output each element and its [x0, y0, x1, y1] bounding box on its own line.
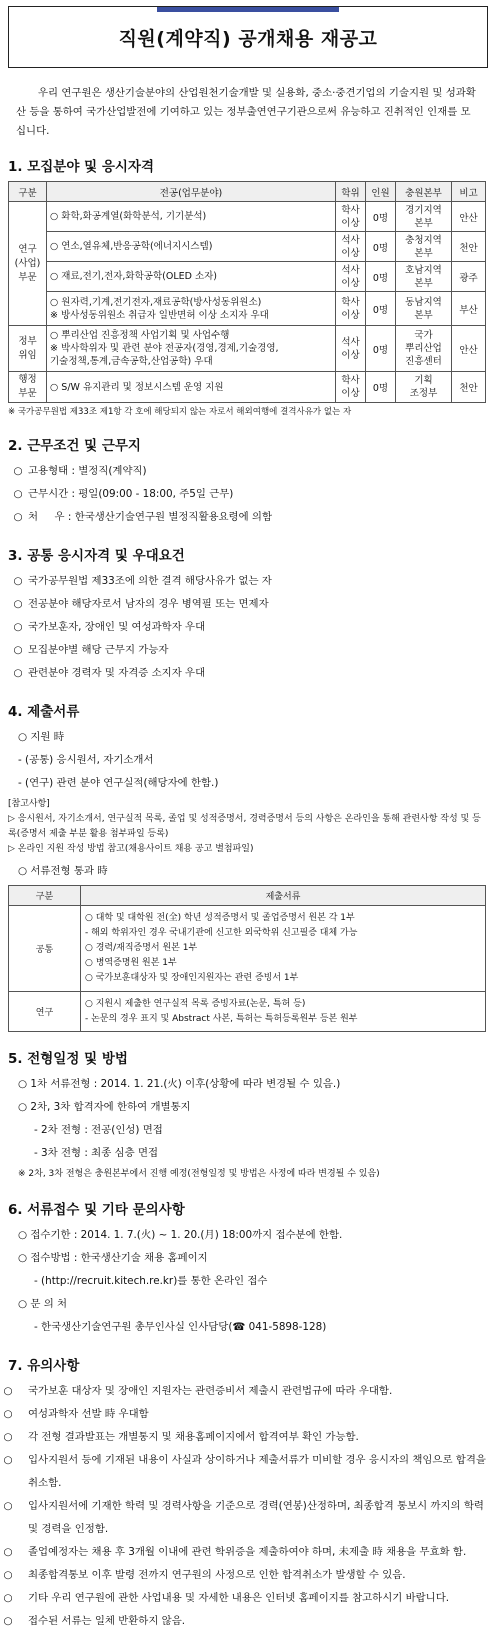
note-cell: 광주 — [452, 262, 486, 292]
count-cell: 0명 — [366, 202, 396, 232]
hq-cell: 기획 조정부 — [396, 372, 452, 403]
application-line: - (http://recruit.kitech.re.kr)를 통한 온라인 접수 — [34, 1275, 268, 1287]
schedule-line: - 3차 전형 : 최종 심층 면접 — [34, 1147, 159, 1159]
table-row — [9, 262, 486, 292]
note-cell: 안산 — [452, 202, 486, 232]
col-header: 전공(업무분야) — [47, 182, 336, 202]
apply-item: - (연구) 관련 분야 연구실적(해당자에 한함.) — [18, 777, 219, 789]
section-4-heading: 4. 제출서류 — [8, 704, 80, 720]
bullet-mark: ○ — [3, 1592, 13, 1604]
section-5-heading: 5. 전형일정 및 방법 — [8, 1051, 128, 1067]
list-item — [8, 570, 488, 593]
list-item — [3, 1610, 488, 1633]
work-conditions-list — [8, 460, 488, 529]
group-label: 연구 (사업) 부문 — [9, 202, 47, 326]
list-item-text: 졸업예정자는 채용 후 3개월 이내에 관련 학위증을 제출하여야 하며, 未제출 時 채용을 무효화 함. — [28, 1546, 467, 1558]
list-item-text: 기타 우리 연구원에 관한 사업내용 및 자세한 내용은 인터넷 홈페이지를 참고하시기 바랍니다. — [28, 1592, 450, 1604]
list-item — [3, 1587, 488, 1610]
col-header: 비고 — [452, 182, 486, 202]
group-label: 정부 위임 — [9, 326, 47, 372]
field-cell: ○ 연소,열유체,반응공학(에너지시스템) — [47, 232, 336, 262]
row-text: ○ 대학 및 대학원 전(全) 학년 성적증명서 및 졸업증명서 원본 각 1부 - 해외 학위자인 경우 국내기관에 신고한 외국학위 신고필증 대체 가능 ○ 경력/재직증명서 원본 1부 ○ 병역증명원 원본 1부 ○ 국가보훈대상자 및 장애인지원자는 관련 증빙서 1부 — [81, 906, 486, 992]
application-line: ○ 접수기한 : 2014. 1. 7.(火) ~ 1. 20.(月) 18:00까지 접수분에 한함. — [18, 1229, 343, 1241]
bullet-mark: ○ — [3, 1615, 13, 1627]
schedule-line: - 2차 전형 : 전공(인성) 면접 — [34, 1124, 163, 1136]
hq-cell: 경기지역 본부 — [396, 202, 452, 232]
col-header: 구분 — [9, 182, 47, 202]
list-item-text: 국가보훈자, 장애인 및 여성과학자 우대 — [28, 621, 206, 633]
field-cell: ○ 화학,화공계열(화학분석, 기기분석) — [47, 202, 336, 232]
reference-note: ▷ 온라인 지원 작성 방법 참고(채용사이트 채용 공고 별첨파일) — [8, 844, 254, 854]
degree-cell: 학사 이상 — [336, 372, 366, 403]
col-header: 제출서류 — [81, 886, 486, 906]
count-cell: 0명 — [366, 292, 396, 326]
bullet-mark: ○ — [13, 511, 23, 523]
list-item — [3, 1495, 488, 1541]
note-cell: 천안 — [452, 372, 486, 403]
schedule-line: ○ 2차, 3차 합격자에 한하여 개별통지 — [18, 1101, 191, 1113]
list-item-text: 모집분야별 해당 근무지 가능자 — [28, 644, 169, 656]
title-accent-bar — [157, 7, 339, 12]
bullet-mark: ○ — [3, 1569, 13, 1581]
list-item — [8, 506, 488, 529]
degree-cell: 학사 이상 — [336, 202, 366, 232]
bullet-mark: ○ — [13, 465, 23, 477]
table-row — [9, 232, 486, 262]
table-header-row — [9, 182, 486, 202]
list-item — [3, 1449, 488, 1495]
count-cell: 0명 — [366, 262, 396, 292]
section-1-heading: 1. 모집분야 및 응시자격 — [8, 159, 154, 175]
page-title: 직원(계약직) 공개채용 재공고 — [118, 28, 378, 50]
degree-cell: 석사 이상 — [336, 262, 366, 292]
field-cell: ○ 재료,전기,전자,화학공학(OLED 소자) — [47, 262, 336, 292]
list-item-text: 국가보훈 대상자 및 장애인 지원자는 관련증비서 제출시 관련법규에 따라 우대함. — [28, 1385, 393, 1397]
list-item — [3, 1426, 488, 1449]
application-line: ○ 접수방법 : 한국생산기술 채용 홈페이지 — [18, 1252, 208, 1264]
table-row — [9, 992, 486, 1032]
bullet-mark: ○ — [3, 1500, 13, 1512]
bullet-mark: ○ — [3, 1408, 13, 1420]
section-1-footnote: ※ 국가공무원법 제33조 제1항 각 호에 해당되지 않는 자로서 해외여행에 결격사유가 없는 자 — [8, 407, 352, 417]
schedule-line: ○ 1차 서류전형 : 2014. 1. 21.(火) 이후(상황에 따라 변경될 수 있음.) — [18, 1078, 341, 1090]
list-item-text: 여성과학자 선발 時 우대함 — [28, 1408, 149, 1420]
count-cell: 0명 — [366, 372, 396, 403]
list-item — [8, 483, 488, 506]
field-cell: ○ S/W 유지관리 및 정보시스템 운영 지원 — [47, 372, 336, 403]
list-item-text: 각 전형 결과발표는 개별통지 및 채용홈페이지에서 합격여부 확인 가능함. — [28, 1431, 359, 1443]
application-line: ○ 문 의 처 — [18, 1298, 68, 1310]
degree-cell: 학사 이상 — [336, 292, 366, 326]
reference-note: ▷ 응시원서, 자기소개서, 연구실적 목록, 졸업 및 성적증명서, 경력증명서 등의 사항은 온라인을 통해 관련사항 작성 및 등록(증명서 제출 부분 활용 첨부파일 등록) — [8, 814, 481, 839]
group-label: 행정 부문 — [9, 372, 47, 403]
hq-cell: 동남지역 본부 — [396, 292, 452, 326]
list-item — [8, 460, 488, 483]
field-cell: ○ 원자력,기계,전기전자,재료공학(방사성동위원소) ※ 방사성동위원소 취급자 일반면허 이상 소지자 우대 — [47, 292, 336, 326]
table-row — [9, 372, 486, 403]
note-cell: 안산 — [452, 326, 486, 372]
list-item — [3, 1380, 488, 1403]
list-item-text: 근무시간 : 평일(09:00 - 18:00, 주5일 근무) — [28, 488, 234, 500]
contact-line: - 한국생산기술연구원 총무인사실 인사담당(☎ 041-5898-128) — [34, 1321, 327, 1333]
notes-list — [3, 1380, 488, 1633]
table-row — [9, 202, 486, 232]
hq-cell: 호남지역 본부 — [396, 262, 452, 292]
note-cell: 부산 — [452, 292, 486, 326]
list-item-text: 고용형태 : 별정직(계약직) — [28, 465, 147, 477]
bullet-mark: ○ — [3, 1454, 13, 1466]
list-item-text: 입사지원서에 기재한 학력 및 경력사항을 기준으로 경력(연봉)산정하며, 최종합격 통보시 까지의 학력 및 경력을 인정함. — [28, 1500, 484, 1535]
bullet-mark: ○ — [13, 575, 23, 587]
field-cell: ○ 뿌리산업 진흥정책 사업기획 및 사업수행 ※ 박사학위자 및 관련 분야 전공자(경영,경제,기술경영, 기술정책,통계,금속공학,산업공학) 우대 — [47, 326, 336, 372]
list-item — [8, 593, 488, 616]
list-item — [3, 1403, 488, 1426]
list-item-text: 국가공무원법 제33조에 의한 결격 해당사유가 없는 자 — [28, 575, 272, 587]
bullet-mark: ○ — [13, 667, 23, 679]
count-cell: 0명 — [366, 326, 396, 372]
recruitment-table — [8, 181, 486, 403]
table-row — [9, 292, 486, 326]
col-header: 인원 — [366, 182, 396, 202]
title-box — [8, 6, 488, 68]
bullet-mark: ○ — [3, 1431, 13, 1443]
col-header: 충원본부 — [396, 182, 452, 202]
row-label: 연구 — [9, 992, 81, 1032]
list-item-text: 전공분야 해당자로서 남자의 경우 병역필 또는 면제자 — [28, 598, 269, 610]
pass-label: ○ 서류전형 통과 時 — [18, 865, 108, 877]
documents-table — [8, 885, 486, 1032]
list-item-text: 관련분야 경력자 및 자격증 소지자 우대 — [28, 667, 206, 679]
list-item — [8, 616, 488, 639]
degree-cell: 석사 이상 — [336, 232, 366, 262]
qualification-list — [8, 570, 488, 685]
table-row — [9, 906, 486, 992]
reference-label: [참고사항] — [8, 799, 50, 809]
count-cell: 0명 — [366, 232, 396, 262]
list-item — [3, 1541, 488, 1564]
section-2-heading: 2. 근무조건 및 근무지 — [8, 438, 141, 454]
list-item — [8, 662, 488, 685]
list-item-text: 최종합격통보 이후 발령 전까지 연구원의 사정으로 인한 합격취소가 발생할 수 있음. — [28, 1569, 406, 1581]
table-header-row — [9, 886, 486, 906]
col-header: 구분 — [9, 886, 81, 906]
row-label: 공통 — [9, 906, 81, 992]
schedule-note: ※ 2차, 3차 전형은 충원본부에서 진행 예정(전형일정 및 방법은 사정에 따라 변경될 수 있음) — [18, 1169, 380, 1179]
table-row — [9, 326, 486, 372]
row-text: ○ 지원시 제출한 연구실적 목록 증빙자료(논문, 특허 등) - 논문의 경우 표지 및 Abstract 사본, 특허는 특허등록원부 등본 원부 — [81, 992, 486, 1032]
apply-item: - (공통) 응시원서, 자기소개서 — [18, 754, 154, 766]
section-6-heading: 6. 서류접수 및 기타 문의사항 — [8, 1202, 185, 1218]
bullet-mark: ○ — [13, 598, 23, 610]
list-item — [3, 1564, 488, 1587]
bullet-mark: ○ — [3, 1385, 13, 1397]
hq-cell: 국가 뿌리산업 진흥센터 — [396, 326, 452, 372]
list-item-text: 접수된 서류는 일체 반환하지 않음. — [28, 1615, 186, 1627]
apply-label: ○ 지원 時 — [18, 731, 65, 743]
degree-cell: 석사 이상 — [336, 326, 366, 372]
list-item-text: 처 우 : 한국생산기술연구원 별정직활용요령에 의함 — [28, 511, 273, 523]
list-item-text: 입사지원서 등에 기재된 내용이 사실과 상이하거나 제출서류가 미비할 경우 응시자의 책임으로 합격을 취소함. — [28, 1454, 486, 1489]
note-cell: 천안 — [452, 232, 486, 262]
bullet-mark: ○ — [13, 621, 23, 633]
list-item — [8, 639, 488, 662]
bullet-mark: ○ — [13, 644, 23, 656]
intro-paragraph: 우리 연구원은 생산기술분야의 산업원천기술개발 및 실용화, 중소·중견기업의 기술지원 및 성과확산 등을 통하여 국가산업발전에 기여하고 있는 정부출연연구기관으로써 유능하고 진취적인 인재를 모십니다. — [16, 87, 476, 137]
col-header: 학위 — [336, 182, 366, 202]
hq-cell: 충청지역 본부 — [396, 232, 452, 262]
bullet-mark: ○ — [13, 488, 23, 500]
bullet-mark: ○ — [3, 1546, 13, 1558]
section-3-heading: 3. 공통 응시자격 및 우대요건 — [8, 548, 185, 564]
section-7-heading: 7. 유의사항 — [8, 1358, 80, 1374]
